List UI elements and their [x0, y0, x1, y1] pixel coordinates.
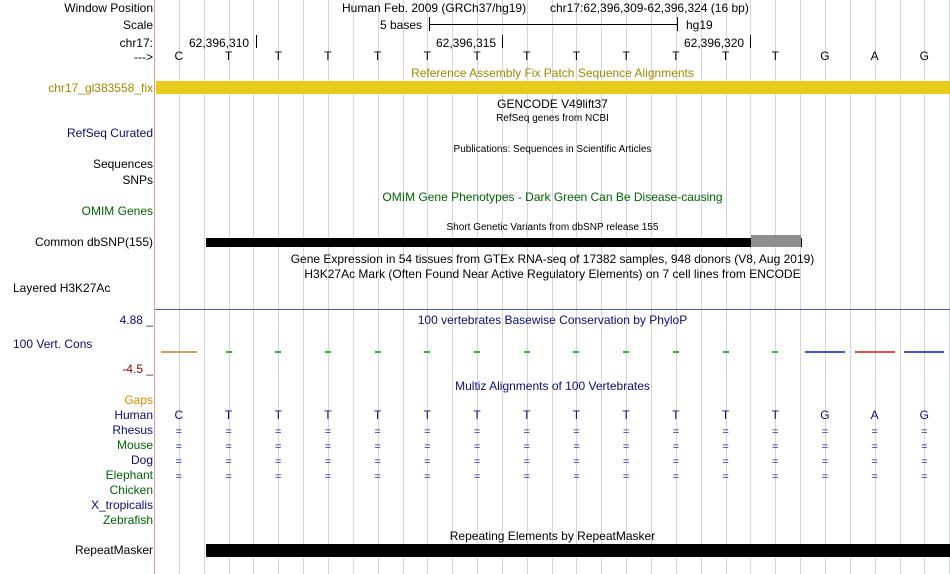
dbsnp-track-label[interactable]: Common dbSNP(155) [34, 235, 153, 249]
alignment-match: = [275, 441, 282, 453]
alignment-match: = [821, 441, 829, 453]
reference-base: A [870, 49, 879, 63]
alignment-match: = [523, 456, 530, 468]
human-base: T [373, 408, 382, 422]
alignment-match: = [821, 471, 829, 483]
human-base: T [771, 408, 779, 422]
reference-base: T [622, 49, 630, 63]
coord-tick-1 [256, 35, 257, 48]
gtex-track-title[interactable]: Gene Expression in 54 tissues from GTEx RNA-seq of 17382 samples, 948 donors (V8, Aug 2019) [290, 252, 815, 266]
alignment-match: = [921, 456, 928, 468]
repeatmasker-element-bar[interactable] [206, 544, 950, 557]
alignment-match: = [921, 441, 928, 453]
refseq-track-title[interactable]: RefSeq genes from NCBI [496, 113, 609, 124]
conservation-min-label: -4.5 _ [122, 362, 153, 376]
repeatmasker-track-title[interactable]: Repeating Elements by RepeatMasker [449, 529, 656, 543]
conservation-mark [524, 351, 530, 353]
alignment-match: = [921, 471, 928, 483]
conservation-mark [623, 351, 629, 353]
alignment-match: = [424, 471, 431, 483]
alignment-match: = [275, 471, 282, 483]
refseq-track-label[interactable]: RefSeq Curated [66, 126, 153, 140]
species-label[interactable]: Mouse [116, 438, 153, 452]
coord-tick-2 [502, 35, 503, 48]
publications-track-title[interactable]: Publications: Sequences in Scientific Articles [453, 144, 652, 155]
alignment-match: = [573, 456, 580, 468]
fix-patch-track-title[interactable]: Reference Assembly Fix Patch Sequence Alignments [411, 66, 694, 80]
alignment-match: = [871, 471, 878, 483]
alignment-match: = [175, 441, 183, 453]
alignment-match: = [672, 456, 680, 468]
fix-patch-track-label[interactable]: chr17_gl383558_fix [48, 81, 153, 95]
alignment-match: = [324, 456, 332, 468]
alignment-match: = [523, 426, 530, 438]
alignment-match: = [622, 471, 630, 483]
human-base: T [572, 408, 581, 422]
conservation-max-label: 4.88 _ [119, 313, 153, 327]
human-base: T [423, 408, 432, 422]
human-base: T [224, 408, 233, 422]
human-base: G [820, 408, 830, 422]
conservation-mark [772, 351, 778, 353]
omim-track-label[interactable]: OMIM Genes [81, 204, 153, 218]
alignment-match: = [175, 471, 183, 483]
h3k27ac-track-title[interactable]: H3K27Ac Mark (Often Found Near Active Regulatory Elements) on 7 cell lines from ENCODE [304, 267, 801, 281]
human-base: T [523, 408, 531, 422]
multiz-track-title[interactable]: Multiz Alignments of 100 Vertebrates [455, 379, 650, 393]
scale-label: Scale [122, 18, 153, 32]
human-base: T [721, 408, 730, 422]
repeatmasker-track-label[interactable]: RepeatMasker [74, 543, 153, 557]
alignment-match: = [324, 471, 332, 483]
alignment-match: = [424, 456, 431, 468]
reference-base: T [324, 49, 332, 63]
conservation-mark [424, 351, 430, 353]
alignment-match: = [225, 441, 232, 453]
alignment-match: = [672, 471, 680, 483]
chrom-label: chr17: [119, 36, 153, 50]
alignment-match: = [722, 426, 729, 438]
conservation-mark [474, 351, 480, 353]
reference-base: T [672, 49, 680, 63]
species-label[interactable]: Dog [130, 453, 153, 467]
conservation-mark [855, 351, 895, 353]
alignment-match: = [722, 441, 729, 453]
alignment-match: = [772, 456, 779, 468]
alignment-match: = [523, 471, 530, 483]
omim-track-title[interactable]: OMIM Gene Phenotypes - Dark Green Can Be Disease-causing [382, 190, 723, 204]
human-base: T [274, 408, 282, 422]
alignment-match: = [573, 441, 580, 453]
conservation-track-label[interactable]: 100 Vert. Cons [13, 337, 93, 351]
conservation-mark [226, 351, 232, 353]
conservation-mark [904, 351, 944, 353]
human-base: G [919, 408, 930, 422]
alignment-match: = [225, 426, 232, 438]
window-position-label: Window Position [64, 1, 153, 15]
dbsnp-variant-highlight[interactable] [751, 235, 801, 247]
reference-base: C [174, 49, 184, 63]
assembly-text: Human Feb. 2009 (GRCh37/hg19) [342, 1, 527, 15]
coord-tick-3 [750, 35, 751, 48]
fix-patch-alignment-bar[interactable] [156, 81, 950, 94]
position-text: chr17:62,396,309-62,396,324 (16 bp) [550, 1, 749, 15]
reference-base: G [820, 49, 830, 63]
alignment-match: = [275, 456, 282, 468]
alignment-match: = [871, 456, 878, 468]
human-base: T [622, 408, 630, 422]
alignment-match: = [424, 426, 431, 438]
reference-base: T [423, 49, 432, 63]
conservation-mark [805, 351, 845, 353]
alignment-match: = [573, 471, 580, 483]
alignment-match: = [772, 441, 779, 453]
conservation-mark [723, 351, 729, 353]
dbsnp-track-title[interactable]: Short Genetic Variants from dbSNP release 155 [446, 222, 659, 233]
human-base: C [174, 408, 184, 422]
alignment-match: = [622, 426, 630, 438]
reference-base: T [572, 49, 581, 63]
strand-label: ---> [134, 50, 153, 64]
alignment-match: = [821, 456, 829, 468]
alignment-match: = [871, 426, 878, 438]
scale-bar-right-tick [677, 17, 678, 31]
alignment-match: = [175, 456, 183, 468]
human-base: A [870, 408, 879, 422]
species-label[interactable]: Zebrafish [102, 513, 153, 527]
gaps-label[interactable]: Gaps [124, 393, 153, 407]
scale-bases-text: 5 bases [380, 18, 423, 32]
alignment-match: = [324, 426, 332, 438]
conservation-mark [275, 351, 281, 353]
scale-bar [429, 24, 677, 25]
conservation-mark [325, 351, 331, 353]
human-base: T [473, 408, 481, 422]
alignment-match: = [374, 441, 381, 453]
reference-base: T [473, 49, 481, 63]
reference-base: T [721, 49, 730, 63]
conservation-mark [161, 351, 197, 353]
alignment-match: = [225, 471, 232, 483]
alignment-match: = [921, 426, 928, 438]
scale-db-text: hg19 [686, 18, 713, 32]
alignment-match: = [722, 456, 729, 468]
alignment-match: = [622, 441, 630, 453]
species-label[interactable]: Elephant [105, 468, 153, 482]
species-label[interactable]: Chicken [109, 483, 153, 497]
alignment-match: = [473, 426, 481, 438]
alignment-match: = [871, 441, 878, 453]
alignment-match: = [374, 426, 381, 438]
alignment-match: = [821, 426, 829, 438]
h3k27ac-baseline [155, 309, 950, 310]
alignment-match: = [772, 471, 779, 483]
species-label[interactable]: X_tropicalis [90, 498, 153, 512]
alignment-match: = [772, 426, 779, 438]
reference-base: G [919, 49, 930, 63]
alignment-match: = [573, 426, 580, 438]
alignment-match: = [672, 426, 680, 438]
human-base: T [324, 408, 332, 422]
coord-label-1: 62,396,310 [189, 36, 250, 50]
alignment-match: = [175, 426, 183, 438]
alignment-match: = [473, 441, 481, 453]
reference-base: T [274, 49, 282, 63]
reference-base: T [373, 49, 382, 63]
reference-base: T [771, 49, 779, 63]
species-label[interactable]: Rhesus [112, 423, 153, 437]
alignment-match: = [473, 471, 481, 483]
species-label[interactable]: Human [114, 408, 153, 422]
conservation-track-title[interactable]: 100 vertebrates Basewise Conservation by PhyloP [417, 313, 688, 327]
alignment-match: = [374, 471, 381, 483]
conservation-mark [673, 351, 679, 353]
dbsnp-variant-bar[interactable] [206, 238, 802, 247]
gencode-track-title[interactable]: GENCODE V49lift37 [497, 97, 608, 111]
alignment-match: = [672, 441, 680, 453]
human-base: T [672, 408, 680, 422]
alignment-match: = [424, 441, 431, 453]
alignment-match: = [622, 456, 630, 468]
sequences-track-label[interactable]: Sequences [92, 157, 153, 171]
alignment-match: = [473, 456, 481, 468]
alignment-match: = [324, 441, 332, 453]
conservation-mark [375, 351, 381, 353]
snps-track-label[interactable]: SNPs [122, 173, 153, 187]
alignment-match: = [722, 471, 729, 483]
reference-base: T [224, 49, 233, 63]
alignment-match: = [523, 441, 530, 453]
label-divider [154, 0, 155, 574]
coord-label-3: 62,396,320 [684, 36, 745, 50]
reference-base: T [523, 49, 531, 63]
coord-label-2: 62,396,315 [436, 36, 497, 50]
alignment-match: = [374, 456, 381, 468]
conservation-mark [573, 351, 579, 353]
alignment-match: = [225, 456, 232, 468]
h3k27ac-track-label[interactable]: Layered H3K27Ac [13, 281, 111, 295]
alignment-match: = [275, 426, 282, 438]
